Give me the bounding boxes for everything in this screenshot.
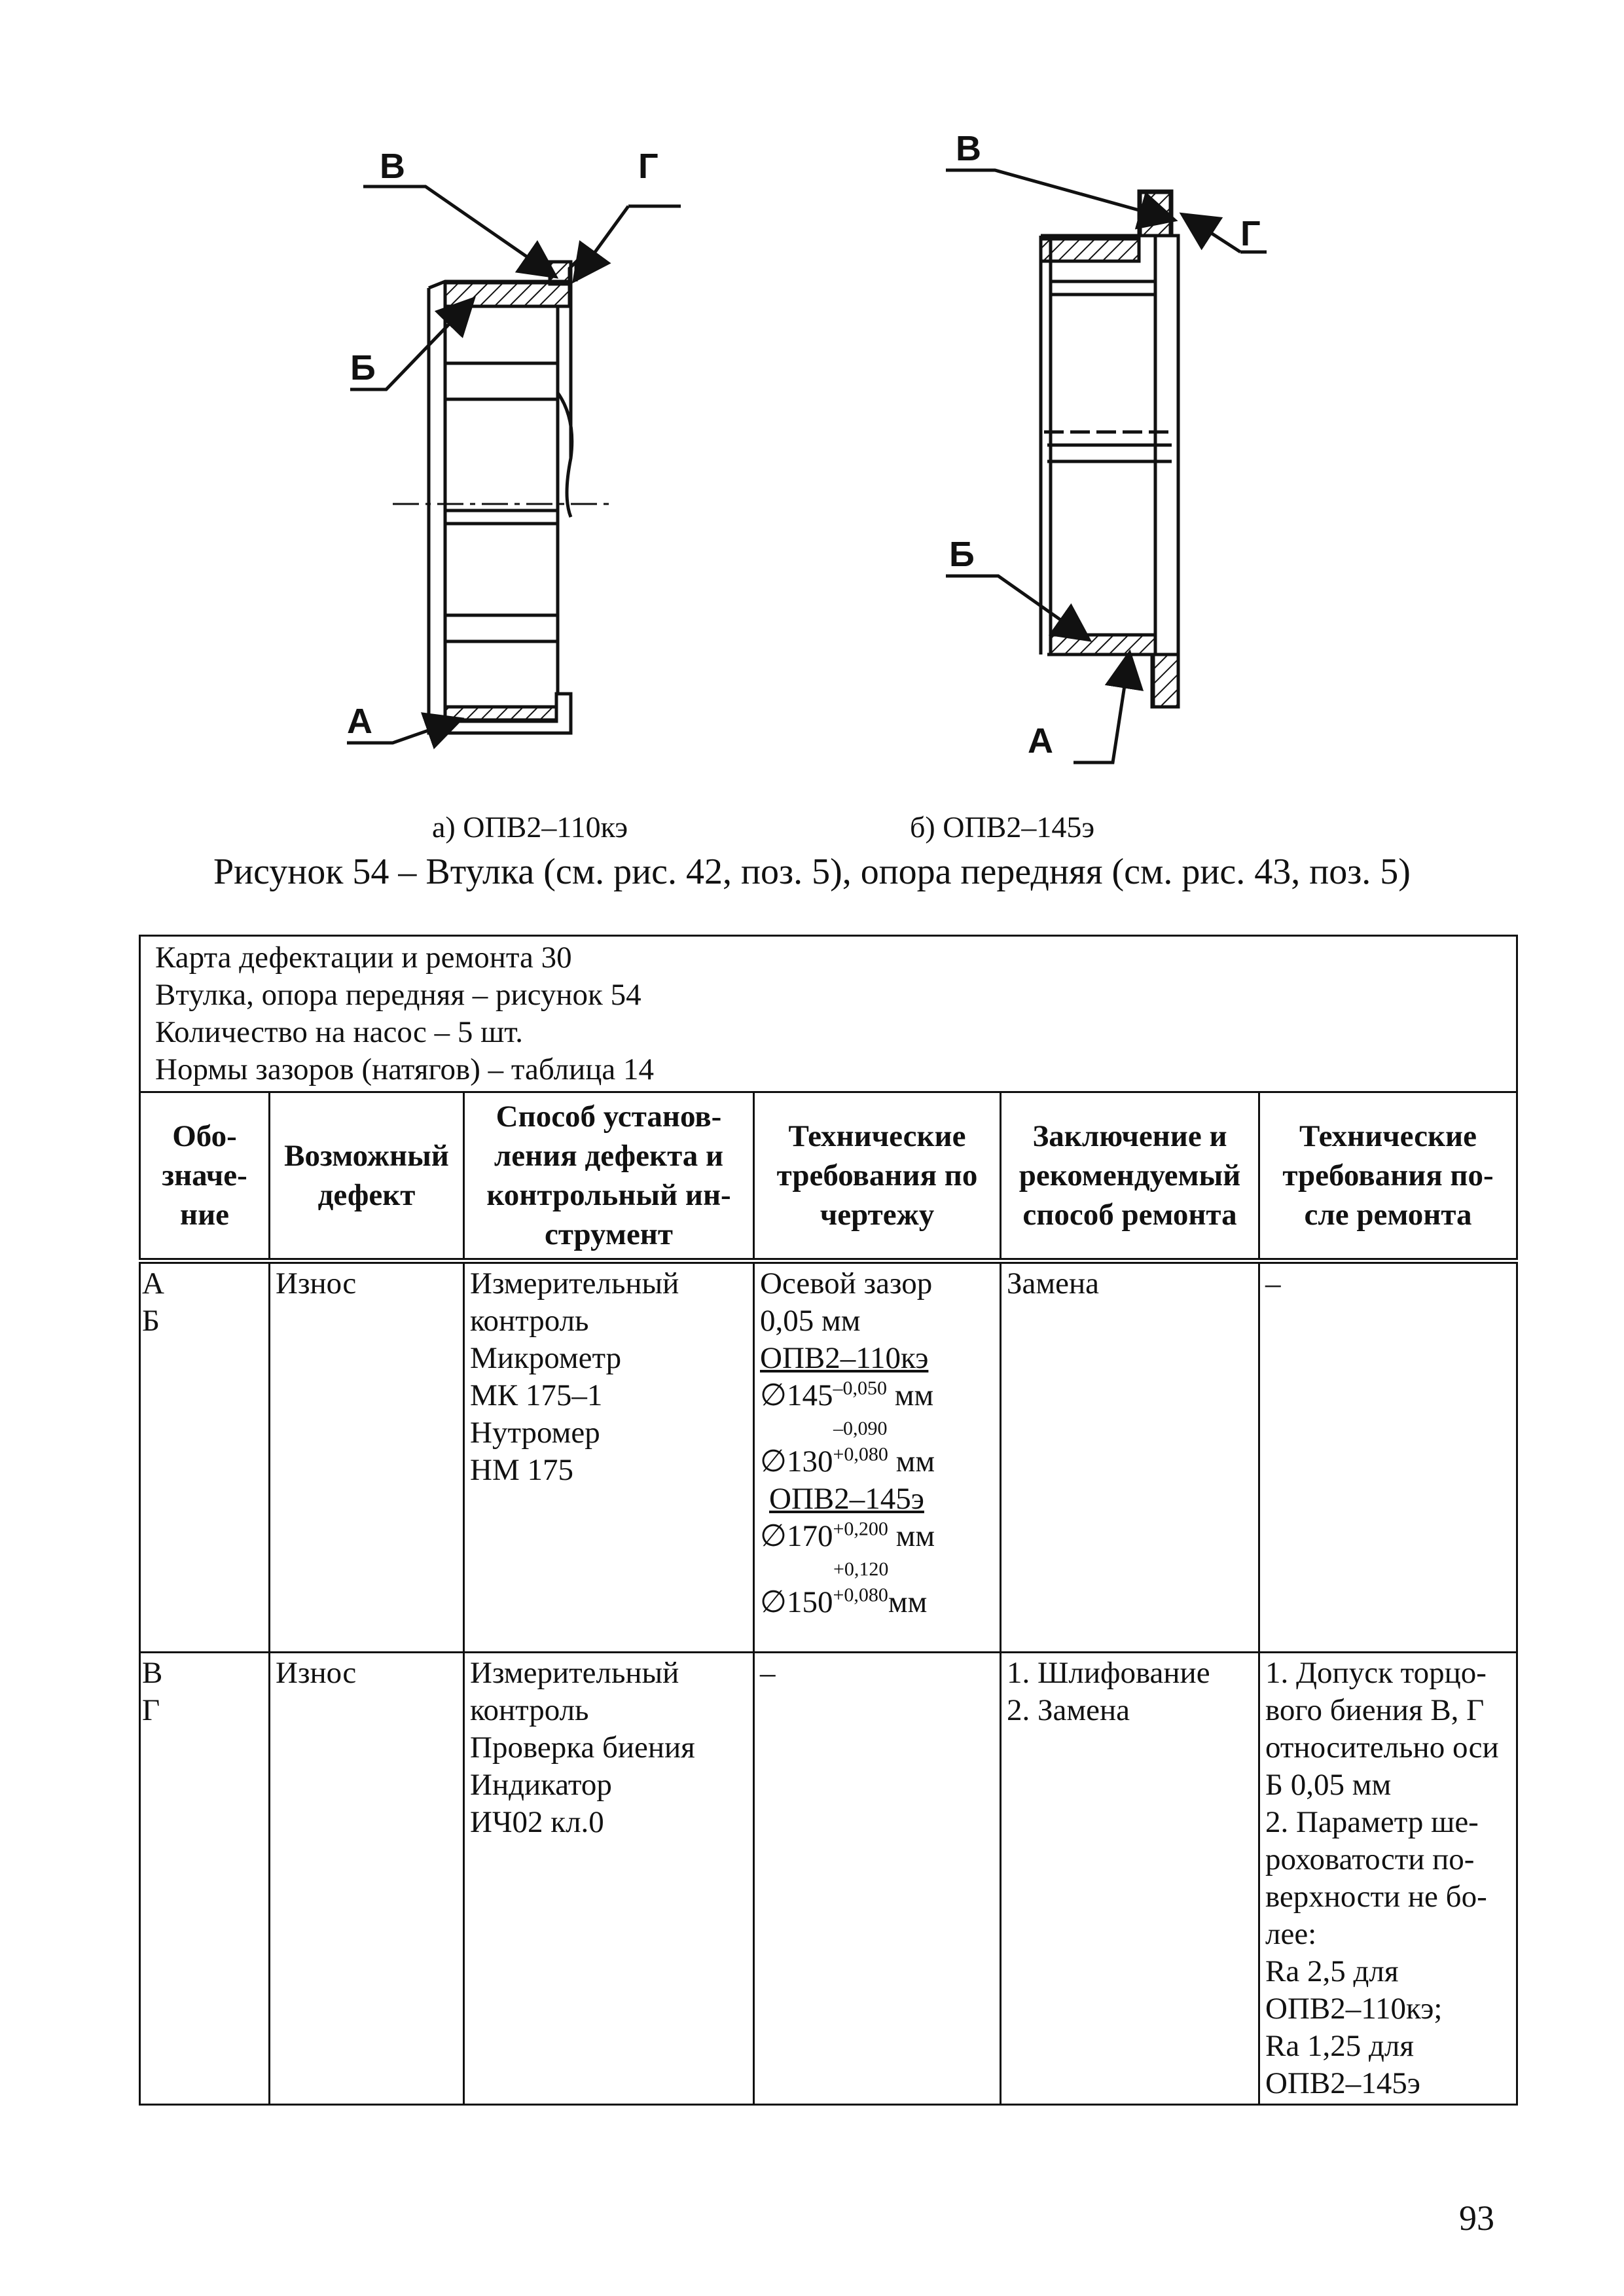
tolerance-a2 [760,1443,994,1480]
tolerance-upper: +0,200 [833,1518,888,1540]
method-line: контроль [470,1693,589,1727]
tolerance-upper: +0,080 [833,1443,888,1465]
after-line: относительно оси [1265,1731,1499,1765]
tolerance-a1 [760,1377,994,1414]
after-line: верхности не бо- [1265,1880,1487,1914]
tolerance-unit: мм [888,1585,928,1619]
method-line: контроль [470,1304,589,1338]
tolerance-unit: мм [895,1519,935,1553]
drawing-part-b [946,170,1267,762]
after-line: Б 0,05 мм [1265,1768,1392,1802]
figure-drawing [0,0,1624,825]
header-drawing-requirements: Технические требования по чертежу [754,1092,1001,1261]
after-line: ОПВ2–110кэ; [1265,1992,1443,2026]
tolerance-b2 [760,1584,994,1621]
after-line: Ra 1,25 для [1265,2029,1414,2063]
method-line: Измерительный [470,1266,679,1300]
card-info-line: Карта дефектации и ремонта 30 [155,941,572,975]
after-line: лее: [1265,1917,1317,1951]
card-info-line: Втулка, опора передняя – рисунок 54 [155,978,641,1012]
card-info [140,936,1517,1092]
card-info-line: Нормы зазоров (натягов) – таблица 14 [155,1052,654,1086]
req-model-b: ОПВ2–145э [769,1482,924,1516]
diameter-symbol: ∅ [760,1444,787,1479]
req-line: 0,05 мм [760,1304,861,1338]
tolerance-unit: мм [894,1378,934,1412]
cell-method [464,1653,754,2105]
label-v-a: В [380,147,405,186]
method-line: Микрометр [470,1341,622,1375]
subcaption-a: а) ОПВ2–110кэ [432,810,628,844]
conclusion-line: 1. Шлифование [1007,1656,1210,1690]
header-defect: Возможный дефект [270,1092,464,1261]
designation-item: В [142,1656,163,1690]
cell-designation [140,1261,270,1653]
cell-drawing-requirements [754,1261,1001,1653]
tolerance-nominal: 170 [786,1519,833,1553]
label-v-b: В [956,129,981,168]
tolerance-nominal: 150 [786,1585,833,1619]
req-model-a: ОПВ2–110кэ [760,1341,929,1375]
label-b-a: Б [350,348,376,387]
method-line: Измерительный [470,1656,679,1690]
tolerance-nominal: 145 [786,1378,833,1412]
diameter-symbol: ∅ [760,1519,787,1553]
cell-after-repair: – [1259,1261,1517,1653]
tolerance-b1 [760,1518,994,1555]
cell-method [464,1261,754,1653]
tolerance-unit: мм [895,1444,935,1479]
cell-designation [140,1653,270,2105]
method-line: Индикатор [470,1768,612,1802]
tolerance-upper: +0,080 [833,1584,888,1606]
tolerance-lower: +0,120 [833,1558,889,1580]
cell-conclusion [1001,1653,1259,2105]
cell-defect: Износ [270,1261,464,1653]
cell-conclusion: Замена [1001,1261,1259,1653]
designation-item: А [142,1266,164,1300]
method-line: Нутромер [470,1416,600,1450]
cell-defect: Износ [270,1653,464,2105]
after-line: 1. Допуск торцо- [1265,1656,1487,1690]
method-line: Проверка биения [470,1731,695,1765]
drawing-part-a [347,187,681,743]
tolerance-lower: –0,090 [833,1418,888,1439]
card-info-line: Количество на насос – 5 шт. [155,1015,524,1049]
tolerance-nominal: 130 [786,1444,833,1479]
header-method: Способ установ- ления дефекта и контрольный ин- струмент [464,1092,754,1261]
table-row [140,1261,1517,1653]
subcaption-b: б) ОПВ2–145э [910,810,1095,844]
figure-caption: Рисунок 54 – Втулка (см. рис. 42, поз. 5), опора передняя (см. рис. 43, поз. 5) [213,852,1411,892]
label-g-a: Г [638,147,659,186]
after-line: вого биения В, Г [1265,1693,1485,1727]
diameter-symbol: ∅ [760,1378,787,1412]
label-g-b: Г [1240,214,1261,253]
diameter-symbol: ∅ [760,1585,787,1619]
req-line: Осевой зазор [760,1266,933,1300]
cell-after-repair [1259,1653,1517,2105]
page-number: 93 [1459,2198,1494,2238]
after-line: Ra 2,5 для [1265,1954,1399,1988]
after-line: ОПВ2–145э [1265,2066,1420,2100]
method-line: НМ 175 [470,1453,573,1487]
header-conclusion: Заключение и рекомендуемый способ ремонта [1001,1092,1259,1261]
cell-drawing-requirements: – [754,1653,1001,2105]
conclusion-line: 2. Замена [1007,1693,1130,1727]
header-after-repair: Технические требования по- сле ремонта [1259,1092,1517,1261]
tolerance-upper: –0,050 [833,1377,887,1399]
after-line: роховатости по- [1265,1842,1475,1876]
table-row [140,1653,1517,2105]
method-line: МК 175–1 [470,1378,603,1412]
header-designation: Обо- значе- ние [140,1092,270,1261]
label-a-b: А [1028,721,1053,761]
defect-repair-card [139,935,1518,2106]
label-b-b: Б [949,535,975,574]
after-line: 2. Параметр ше- [1265,1805,1479,1839]
designation-item: Б [142,1304,160,1338]
designation-item: Г [142,1693,160,1727]
method-line: ИЧ02 кл.0 [470,1805,604,1839]
label-a-a: А [347,702,372,741]
